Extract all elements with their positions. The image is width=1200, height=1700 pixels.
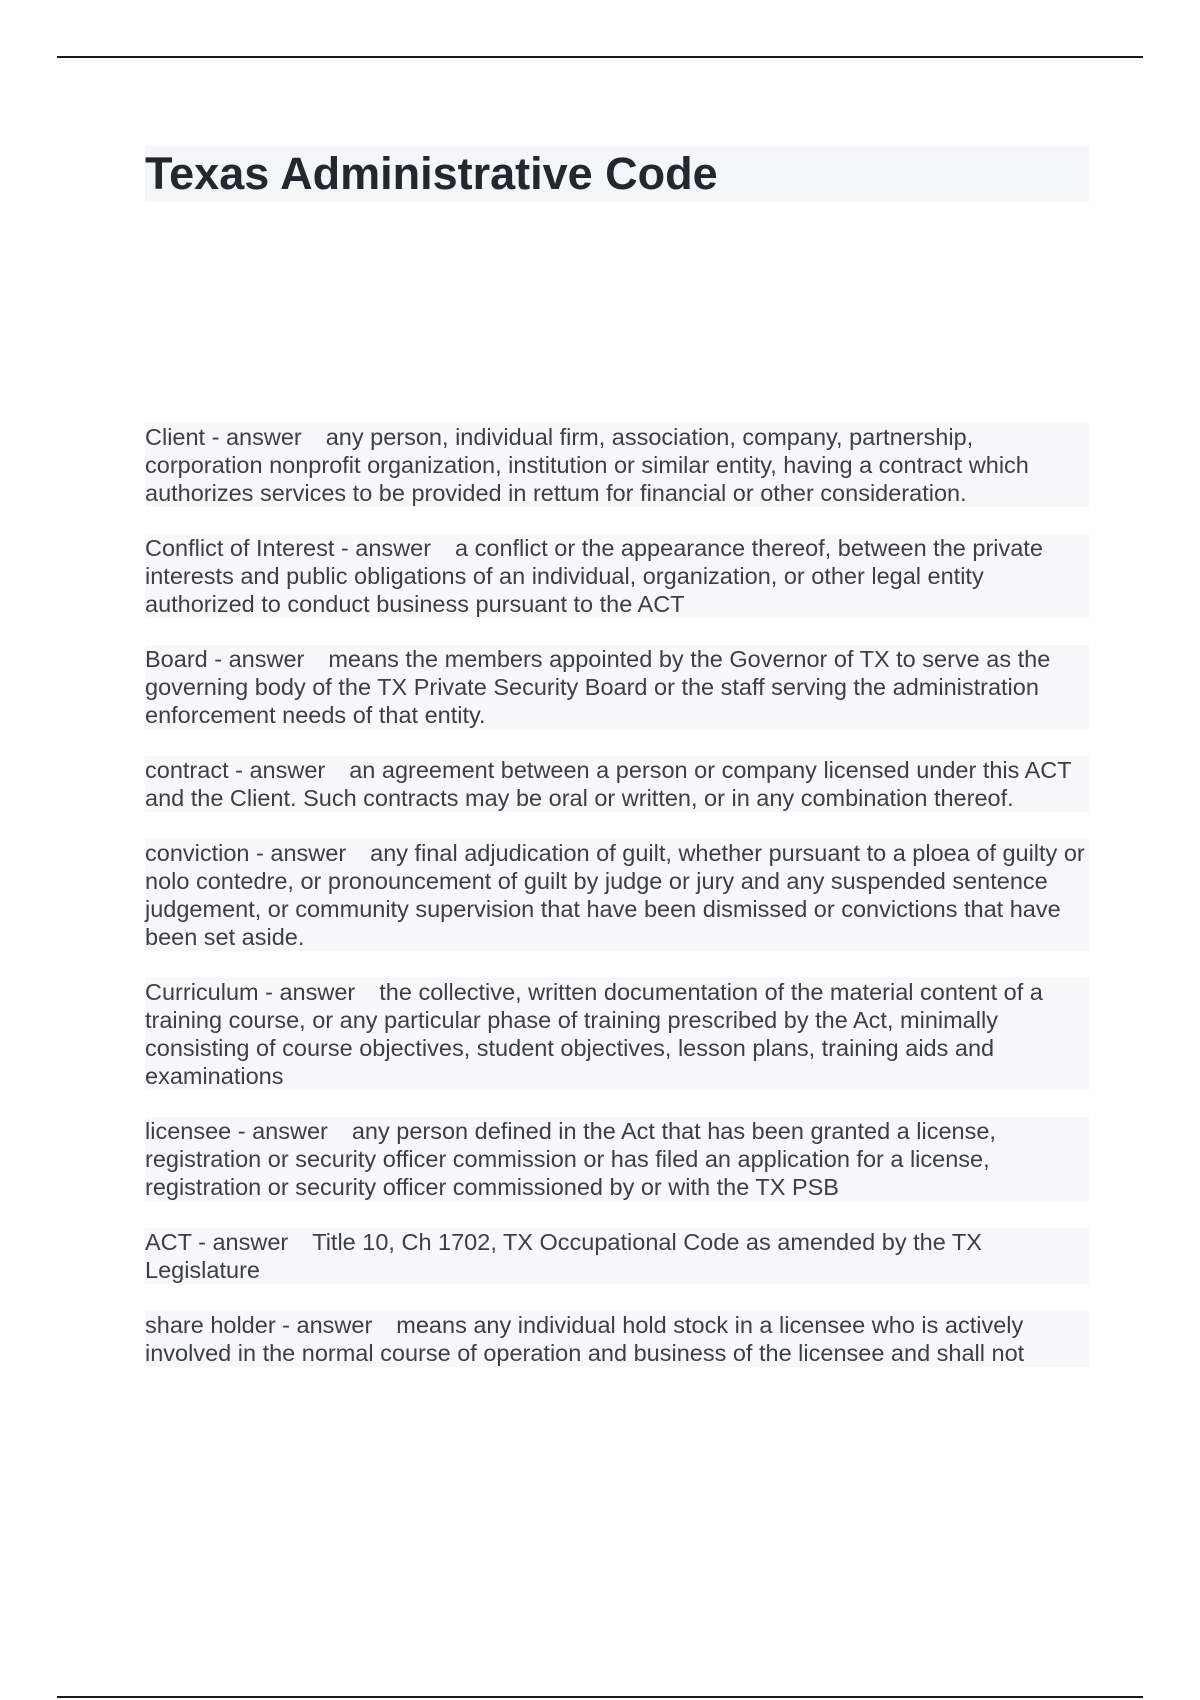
definition-entry [145,534,1089,618]
entry-definition: any final adjudication of guilt, whether pursuant to a ploea of guilty or nolo contedre, or pronouncement of guilt by judge or jury and any suspended sentence judgement, or community supervision that have been dismissed or convictions that have been set aside. [145,840,1085,950]
entry-term: Client - answer [145,424,302,450]
entry-term: share holder - answer [145,1312,373,1338]
entry-definition: an agreement between a person or company licensed under this ACT and the Client. Such contracts may be oral or written, or in any combination thereof. [145,757,1072,811]
entry-term: Conflict of Interest - answer [145,535,432,561]
entry-term: Curriculum - answer [145,979,356,1005]
entry-term: licensee - answer [145,1118,328,1144]
definition-entry [145,756,1089,812]
entry-definition: means the members appointed by the Governor of TX to serve as the governing body of the TX Private Security Board or the staff serving the administration enforcement needs of that entity. [145,646,1051,728]
definition-entry [145,1228,1089,1284]
entry-term: ACT - answer [145,1229,289,1255]
definition-entry [145,978,1089,1090]
entry-definition: any person, individual firm, association, company, partnership, corporation nonprofit organization, institution or similar entity, having a contract which authorizes services to be provided in rettum for financial or other consideration. [145,424,1029,506]
definition-entry [145,839,1089,951]
definition-entry [145,1117,1089,1201]
definition-entry [145,1311,1089,1367]
definition-entry [145,645,1089,729]
definition-entry [145,423,1089,507]
entry-definition: Title 10, Ch 1702, TX Occupational Code as amended by the TX Legislature [145,1229,982,1283]
entry-term: contract - answer [145,757,326,783]
definition-list [145,423,1089,1394]
entry-definition: the collective, written documentation of the material content of a training course, or any particular phase of training prescribed by the Act, minimally consisting of course objectives, student objectives, lesson plans, training aids and examinations [145,979,1043,1089]
entry-definition: a conflict or the appearance thereof, between the private interests and public obligations of an individual, organization, or other legal entity authorized to conduct business pursuant to the ACT [145,535,1043,617]
entry-term: conviction - answer [145,840,347,866]
page-title: Texas Administrative Code [145,148,718,199]
entry-definition: means any individual hold stock in a licensee who is actively involved in the normal course of operation and business of the licensee and shall not [145,1312,1025,1366]
top-rule [57,56,1143,58]
entry-definition: any person defined in the Act that has been granted a license, registration or security officer commission or has filed an application for a license, registration or security officer commissioned by or with the TX PSB [145,1118,996,1200]
bottom-rule [57,1696,1143,1698]
entry-term: Board - answer [145,646,305,672]
